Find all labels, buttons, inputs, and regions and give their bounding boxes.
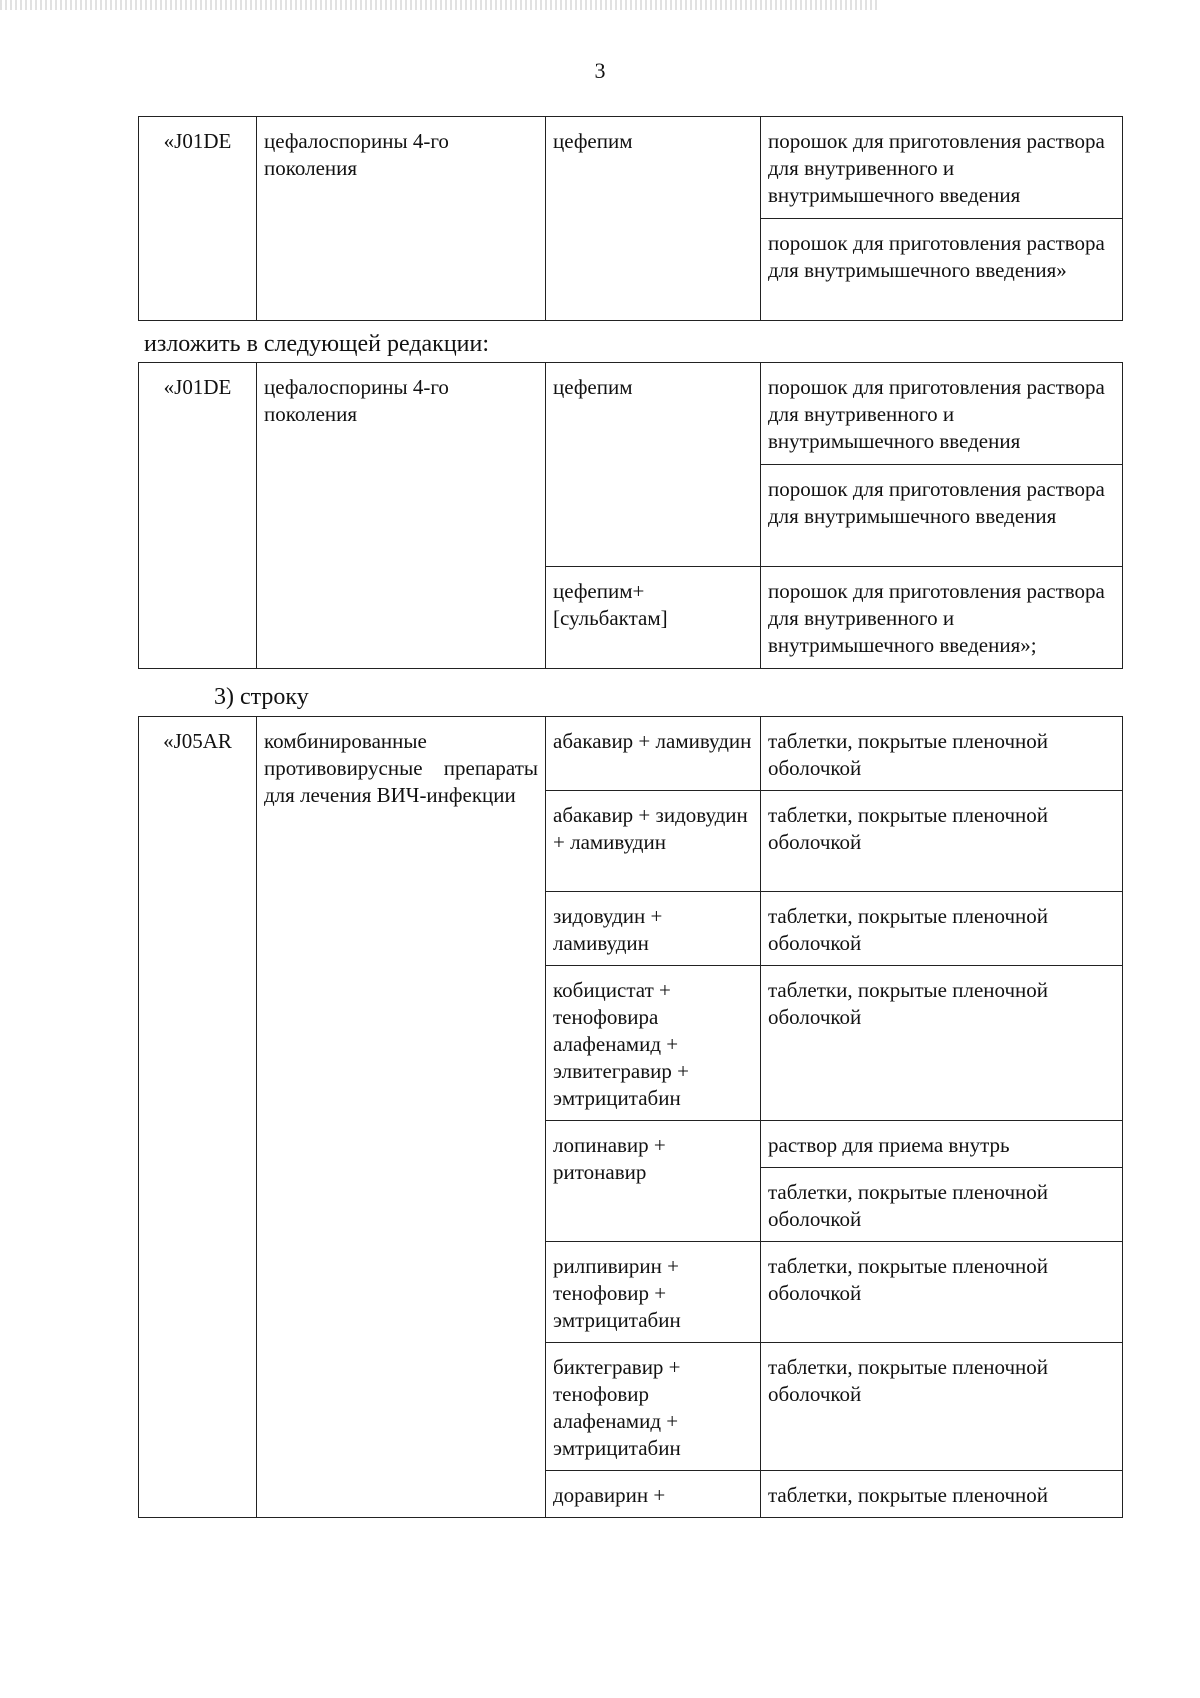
substance-cell: цефепим [546,363,761,567]
drug-table-old-j01de [138,116,1123,321]
dosage-form-cell: порошок для приготовления раствора для внутривенного и внутримышечного введения [761,117,1123,219]
atc-code-cell: «J05AR [139,717,257,1518]
dosage-form-cell: порошок для приготовления раствора для внутривенного и внутримышечного введения»; [761,567,1123,669]
drug-table-j05ar [138,716,1123,1518]
substance-cell: лопинавир + ритонавир [546,1121,761,1242]
atc-code-cell: «J01DE [139,363,257,669]
dosage-form-cell: порошок для приготовления раствора для внутримышечного введения [761,465,1123,567]
substance-cell: кобицистат + тенофовира алафенамид + элвитегравир + эмтрицитабин [546,966,761,1121]
dosage-form-cell: раствор для приема внутрь [761,1121,1123,1168]
atc-group-cell: цефалоспорины 4-го поколения [257,117,546,321]
dosage-form-cell: таблетки, покрытые пленочной оболочкой [761,966,1123,1121]
substance-cell: цефепим+ [сульбактам] [546,567,761,669]
dosage-form-cell: таблетки, покрытые пленочной оболочкой [761,1168,1123,1242]
dosage-form-cell: таблетки, покрытые пленочной оболочкой [761,1242,1123,1343]
dosage-form-cell: порошок для приготовления раствора для внутримышечного введения» [761,219,1123,321]
table-row [139,117,1123,219]
section-item-text: 3) строку [214,684,309,710]
substance-cell: цефепим [546,117,761,321]
substance-cell: рилпивирин + тенофовир + эмтрицитабин [546,1242,761,1343]
substance-cell: абакавир + зидовудин + ламивудин [546,791,761,892]
substance-cell: зидовудин + ламивудин [546,892,761,966]
dosage-form-cell: таблетки, покрытые пленочной оболочкой [761,717,1123,791]
dosage-form-cell: порошок для приготовления раствора для внутривенного и внутримышечного введения [761,363,1123,465]
substance-cell: абакавир + ламивудин [546,717,761,791]
table-row [139,363,1123,465]
atc-code-cell: «J01DE [139,117,257,321]
page-number: 3 [594,58,606,83]
drug-table-new-j01de [138,362,1123,669]
dosage-form-cell: таблетки, покрытые пленочной оболочкой [761,892,1123,966]
substance-cell: биктегравир + тенофовир алафенамид + эмтрицитабин [546,1343,761,1471]
dosage-form-cell: таблетки, покрытые пленочной [761,1471,1123,1518]
table-row [139,717,1123,791]
substance-cell: доравирин + [546,1471,761,1518]
atc-group-cell: цефалоспорины 4-го поколения [257,363,546,669]
amendment-intro-text: изложить в следующей редакции: [144,331,490,357]
dosage-form-cell: таблетки, покрытые пленочной оболочкой [761,791,1123,892]
dosage-form-cell: таблетки, покрытые пленочной оболочкой [761,1343,1123,1471]
atc-group-cell: комбинированные противовирусные препараты для лечения ВИЧ-инфекции [257,717,546,1518]
scan-edge-artifact [0,0,880,10]
